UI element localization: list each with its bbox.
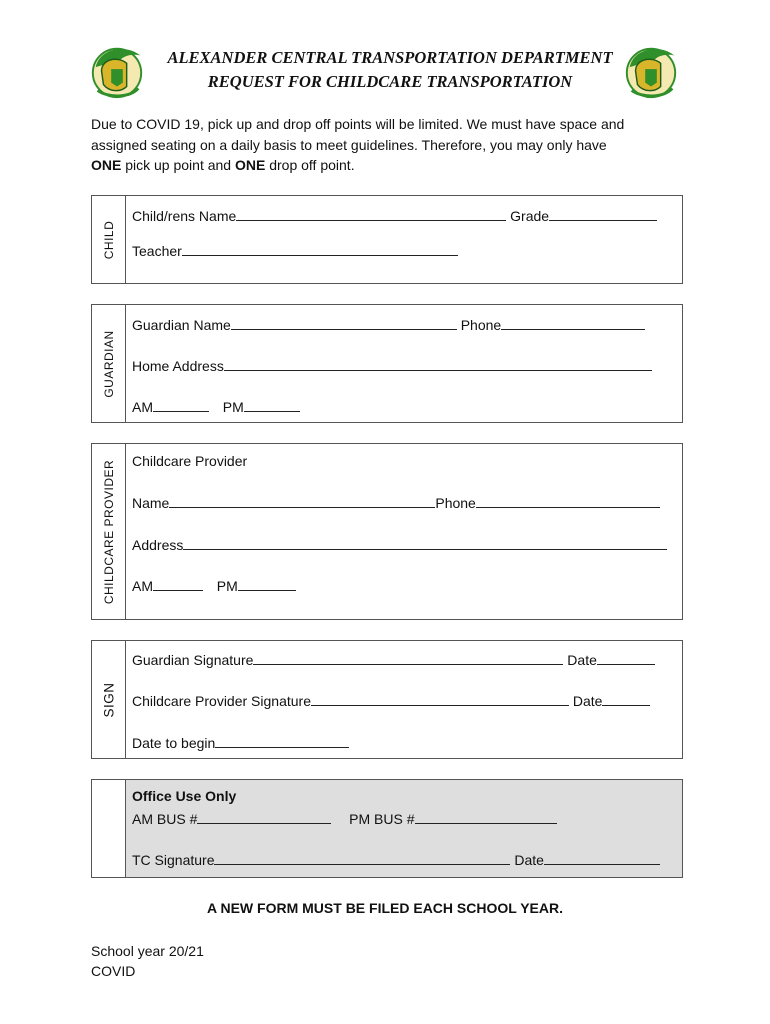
grade-field[interactable] [549, 206, 657, 221]
intro-line-3 [91, 155, 681, 176]
tc-signature-field[interactable] [214, 850, 510, 865]
provider-name-row [132, 493, 660, 511]
intro-line-2: assigned seating on a daily basis to meet guidelines. Therefore, you may only have [91, 136, 607, 153]
guardian-tab-label: GUARDIAN [101, 329, 116, 398]
provider-signature-field[interactable] [311, 691, 569, 706]
home-address-field[interactable] [224, 356, 652, 371]
intro-paragraph [91, 114, 681, 176]
provider-phone-field[interactable] [476, 493, 660, 508]
provider-signature-date-label: Date [568, 693, 603, 709]
teacher-label: Teacher [132, 243, 182, 259]
tc-signature-row [132, 850, 660, 868]
home-address-label: Home Address [132, 358, 224, 374]
child-section [91, 195, 683, 284]
provider-pm-field[interactable] [238, 576, 296, 591]
home-address-row [132, 356, 652, 374]
sign-section [91, 640, 683, 759]
child-tab-label: CHILD [101, 220, 116, 259]
guardian-phone-field[interactable] [501, 315, 645, 330]
office-use-heading: Office Use Only [132, 788, 237, 804]
office-use-section [91, 779, 683, 878]
childcare-provider-heading: Childcare Provider [132, 453, 248, 469]
form-subtitle: REQUEST FOR CHILDCARE TRANSPORTATION [207, 72, 573, 91]
section-tab [92, 444, 126, 619]
school-year-note [91, 941, 204, 981]
provider-am-field[interactable] [153, 576, 203, 591]
provider-pm-label: PM [216, 578, 238, 594]
provider-address-field[interactable] [183, 535, 667, 550]
childcare-provider-section [91, 443, 683, 620]
guardian-pm-field[interactable] [244, 397, 300, 412]
pm-bus-label: PM BUS # [349, 811, 415, 827]
pm-bus-field[interactable] [415, 809, 557, 824]
new-form-notice: A NEW FORM MUST BE FILED EACH SCHOOL YEAR. [207, 900, 563, 916]
tc-date-field[interactable] [544, 850, 660, 865]
provider-signature-row [132, 691, 650, 709]
guardian-pm-label: PM [222, 399, 244, 415]
guardian-times-row [132, 397, 300, 415]
provider-address-label: Address [132, 537, 184, 553]
intro-end: drop off point. [265, 157, 355, 173]
provider-name-label: Name [132, 495, 170, 511]
am-bus-field[interactable] [197, 809, 331, 824]
teacher-field[interactable] [182, 241, 458, 256]
emphasis-one: ONE [234, 157, 266, 173]
provider-signature-date-field[interactable] [602, 691, 650, 706]
provider-times-row [132, 576, 296, 594]
guardian-signature-label: Guardian Signature [132, 652, 254, 668]
guardian-section [91, 304, 683, 423]
childrens-name-field[interactable] [236, 206, 506, 221]
sign-tab-label: SIGN [101, 681, 116, 718]
school-year: School year 20/21 [91, 943, 204, 959]
form-title: ALEXANDER CENTRAL TRANSPORTATION DEPARTMENT [167, 48, 613, 67]
intro-line-1: Due to COVID 19, pick up and drop off points will be limited. We must have space and [91, 116, 625, 132]
provider-phone-label: Phone [435, 495, 476, 511]
provider-name-field[interactable] [169, 493, 435, 508]
section-tab [92, 305, 126, 422]
guardian-name-row [132, 315, 645, 333]
guardian-signature-row [132, 650, 655, 668]
guardian-signature-field[interactable] [253, 650, 563, 665]
guardian-am-field[interactable] [153, 397, 209, 412]
guardian-name-label: Guardian Name [132, 317, 231, 333]
date-to-begin-label: Date to begin [132, 735, 216, 751]
teacher-row [132, 241, 458, 259]
date-to-begin-field[interactable] [215, 733, 349, 748]
guardian-name-field[interactable] [231, 315, 457, 330]
tc-signature-label: TC Signature [132, 852, 215, 868]
date-to-begin-row [132, 733, 349, 751]
grade-label: Grade [506, 208, 550, 224]
covid-note: COVID [91, 963, 136, 979]
childrens-name-label: Child/rens Name [132, 208, 237, 224]
guardian-phone-label: Phone [456, 317, 502, 333]
section-tab [92, 196, 126, 283]
provider-address-row [132, 535, 667, 553]
guardian-signature-date-label: Date [563, 652, 597, 668]
section-tab [92, 780, 126, 877]
guardian-am-label: AM [132, 399, 153, 415]
section-tab [92, 641, 126, 758]
am-bus-label: AM BUS # [132, 811, 198, 827]
guardian-signature-date-field[interactable] [597, 650, 655, 665]
childrens-name-row [132, 206, 657, 224]
provider-signature-label: Childcare Provider Signature [132, 693, 311, 709]
emphasis-one: ONE [91, 157, 122, 173]
provider-am-label: AM [132, 578, 153, 594]
intro-mid: pick up point and [121, 157, 235, 173]
tc-date-label: Date [510, 852, 544, 868]
bus-row [132, 809, 557, 827]
childcare-tab-label: CHILDCARE PROVIDER [101, 459, 116, 604]
